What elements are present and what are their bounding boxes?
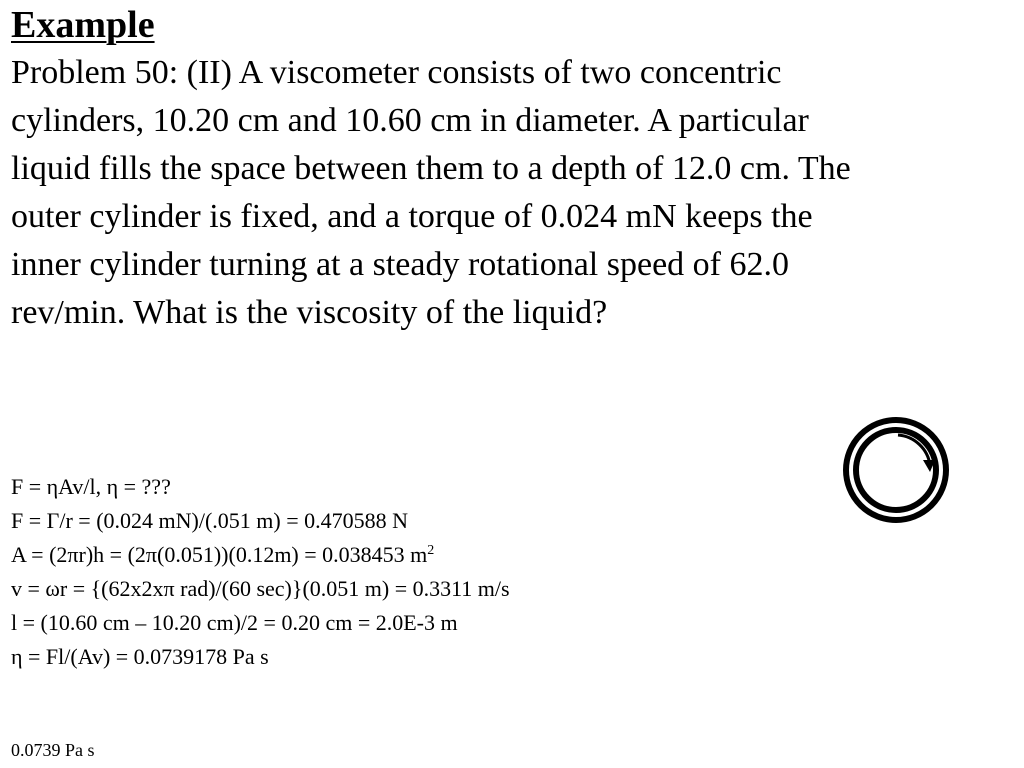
solution-line: F = ηAv/l, η = ??? bbox=[11, 474, 171, 499]
solution-line-area bbox=[11, 538, 510, 572]
inner-cylinder-circle bbox=[856, 430, 936, 510]
problem-line: liquid fills the space between them to a depth of 12.0 cm. The bbox=[11, 150, 851, 187]
problem-statement bbox=[11, 49, 1016, 337]
problem-line: Problem 50: (II) A viscometer consists of two concentric bbox=[11, 54, 782, 91]
problem-line: rev/min. What is the viscosity of the liquid? bbox=[11, 294, 608, 331]
superscript: 2 bbox=[427, 543, 435, 558]
final-answer: 0.0739 Pa s bbox=[11, 740, 95, 760]
rotation-arrow-icon bbox=[840, 414, 952, 526]
solution-line: l = (10.60 cm – 10.20 cm)/2 = 0.20 cm = 2.0E-3 m bbox=[11, 610, 458, 635]
solution-line: F = Γ/r = (0.024 mN)/(.051 m) = 0.470588 N bbox=[11, 508, 409, 533]
problem-line: outer cylinder is fixed, and a torque of 0.024 mN keeps the bbox=[11, 198, 813, 235]
solution-line: η = Fl/(Av) = 0.0739178 Pa s bbox=[11, 644, 269, 669]
problem-line: cylinders, 10.20 cm and 10.60 cm in diameter. A particular bbox=[11, 102, 809, 139]
problem-line: inner cylinder turning at a steady rotational speed of 62.0 bbox=[11, 246, 789, 283]
solution-steps bbox=[11, 470, 510, 674]
solution-line: v = ωr = {(62x2xπ rad)/(60 sec)}(0.051 m) = 0.3311 m/s bbox=[11, 576, 510, 601]
outer-cylinder-circle bbox=[846, 420, 946, 520]
slide-title: Example bbox=[11, 4, 155, 46]
solution-line-text: A = (2πr)h = (2π(0.051))(0.12m) = 0.038453 m bbox=[11, 542, 428, 567]
